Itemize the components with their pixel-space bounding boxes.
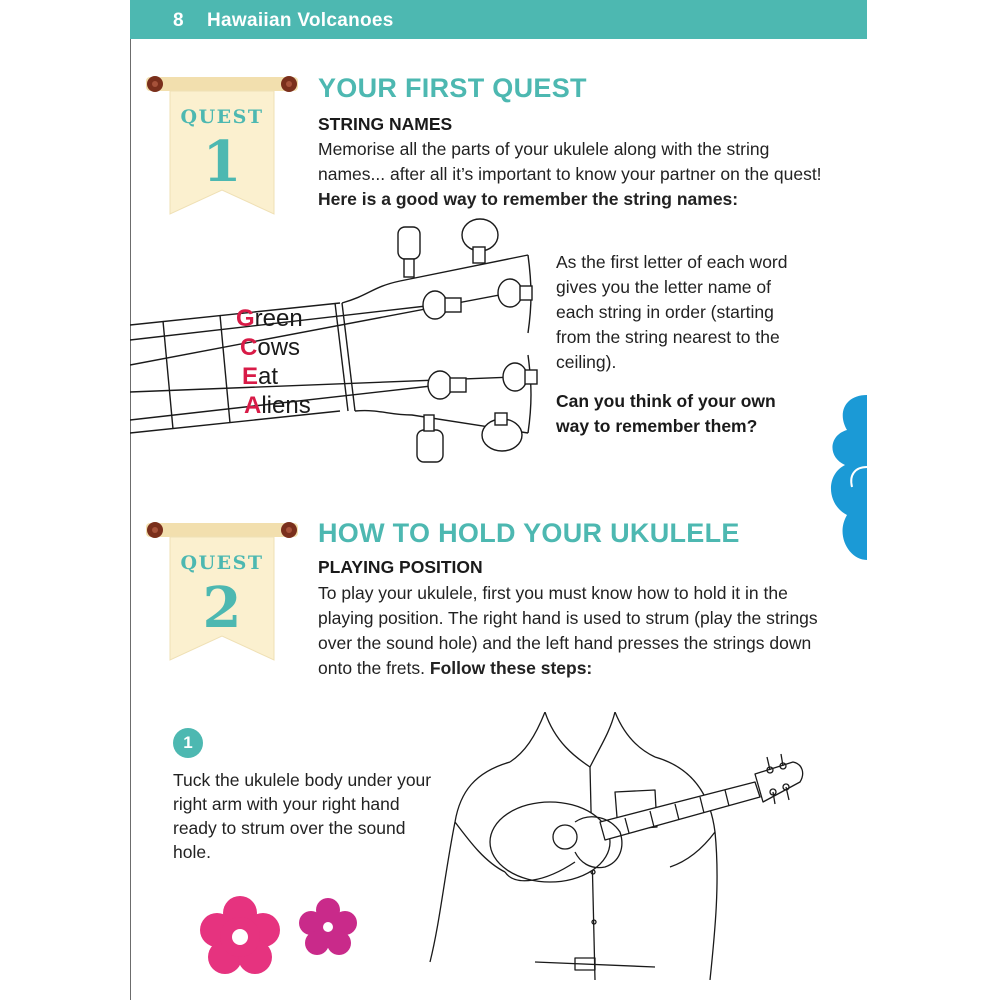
- page-number: 8: [173, 10, 184, 31]
- mnemonic-initial: A: [244, 392, 262, 419]
- step-1-text: Tuck the ukulele body under your right arm with your right hand ready to strum over the sound hole.: [173, 770, 432, 862]
- mnemonic-line-aliens: [244, 391, 311, 420]
- quest-1-label: QUEST: [180, 106, 264, 128]
- mnemonic-initial: E: [242, 363, 259, 390]
- quest-2-number: 2: [202, 575, 242, 641]
- mnemonic-explanation: As the first letter of each word gives you the letter name of each string in order (starting from the string nearest to the ceiling).: [556, 252, 788, 372]
- quest-1-body-text: Memorise all the parts of your ukulele along with the string names... after all it’s important to know your partner on the quest!: [318, 139, 822, 184]
- mnemonic-word: ows: [257, 334, 301, 361]
- quest-1-title: YOUR FIRST QUEST: [318, 73, 587, 103]
- ukulele-headstock-illustration: [130, 215, 540, 470]
- quest-2-title: HOW TO HOLD YOUR UKULELE: [318, 518, 740, 548]
- side-tab-cloud-icon: [827, 395, 867, 560]
- hibiscus-flower-icon: [195, 895, 285, 977]
- mnemonic-question: Can you think of your own way to remember them?: [556, 391, 776, 436]
- quest-2-body: [318, 581, 838, 681]
- ukulele-player-illustration: [415, 712, 805, 980]
- quest-1-badge: [146, 74, 298, 219]
- mnemonic-initial: C: [240, 334, 258, 361]
- quest-1-subtitle: STRING NAMES: [318, 114, 453, 134]
- chapter-title: Hawaiian Volcanoes: [207, 10, 394, 31]
- mnemonic-initial: G: [236, 305, 255, 332]
- quest-1-number: 1: [202, 129, 242, 195]
- string-names-mnemonic: [236, 304, 311, 420]
- quest-2-body-bold: Follow these steps:: [429, 658, 593, 678]
- step-1-badge: 1: [173, 728, 203, 758]
- mnemonic-word: liens: [261, 392, 311, 419]
- page-header: [130, 0, 867, 39]
- mnemonic-word: at: [258, 363, 279, 390]
- quest-1-body-bold: Here is a good way to remember the string names:: [318, 189, 739, 209]
- quest-2-body-text: To play your ukulele, first you must know how to hold it in the playing position. The right hand is used to strum (play the strings over the sound hole) and the left hand presses the strings down onto the frets.: [318, 583, 818, 678]
- quest-2-label: QUEST: [180, 552, 264, 574]
- quest-1-body: [318, 137, 838, 212]
- mnemonic-word: reen: [254, 305, 303, 332]
- hibiscus-flower-small-icon: [298, 897, 358, 959]
- quest-2-badge: [146, 520, 298, 665]
- mnemonic-line-cows: [240, 333, 311, 362]
- mnemonic-line-eat: [242, 362, 311, 391]
- mnemonic-line-green: [236, 304, 311, 333]
- quest-2-subtitle: PLAYING POSITION: [318, 557, 483, 577]
